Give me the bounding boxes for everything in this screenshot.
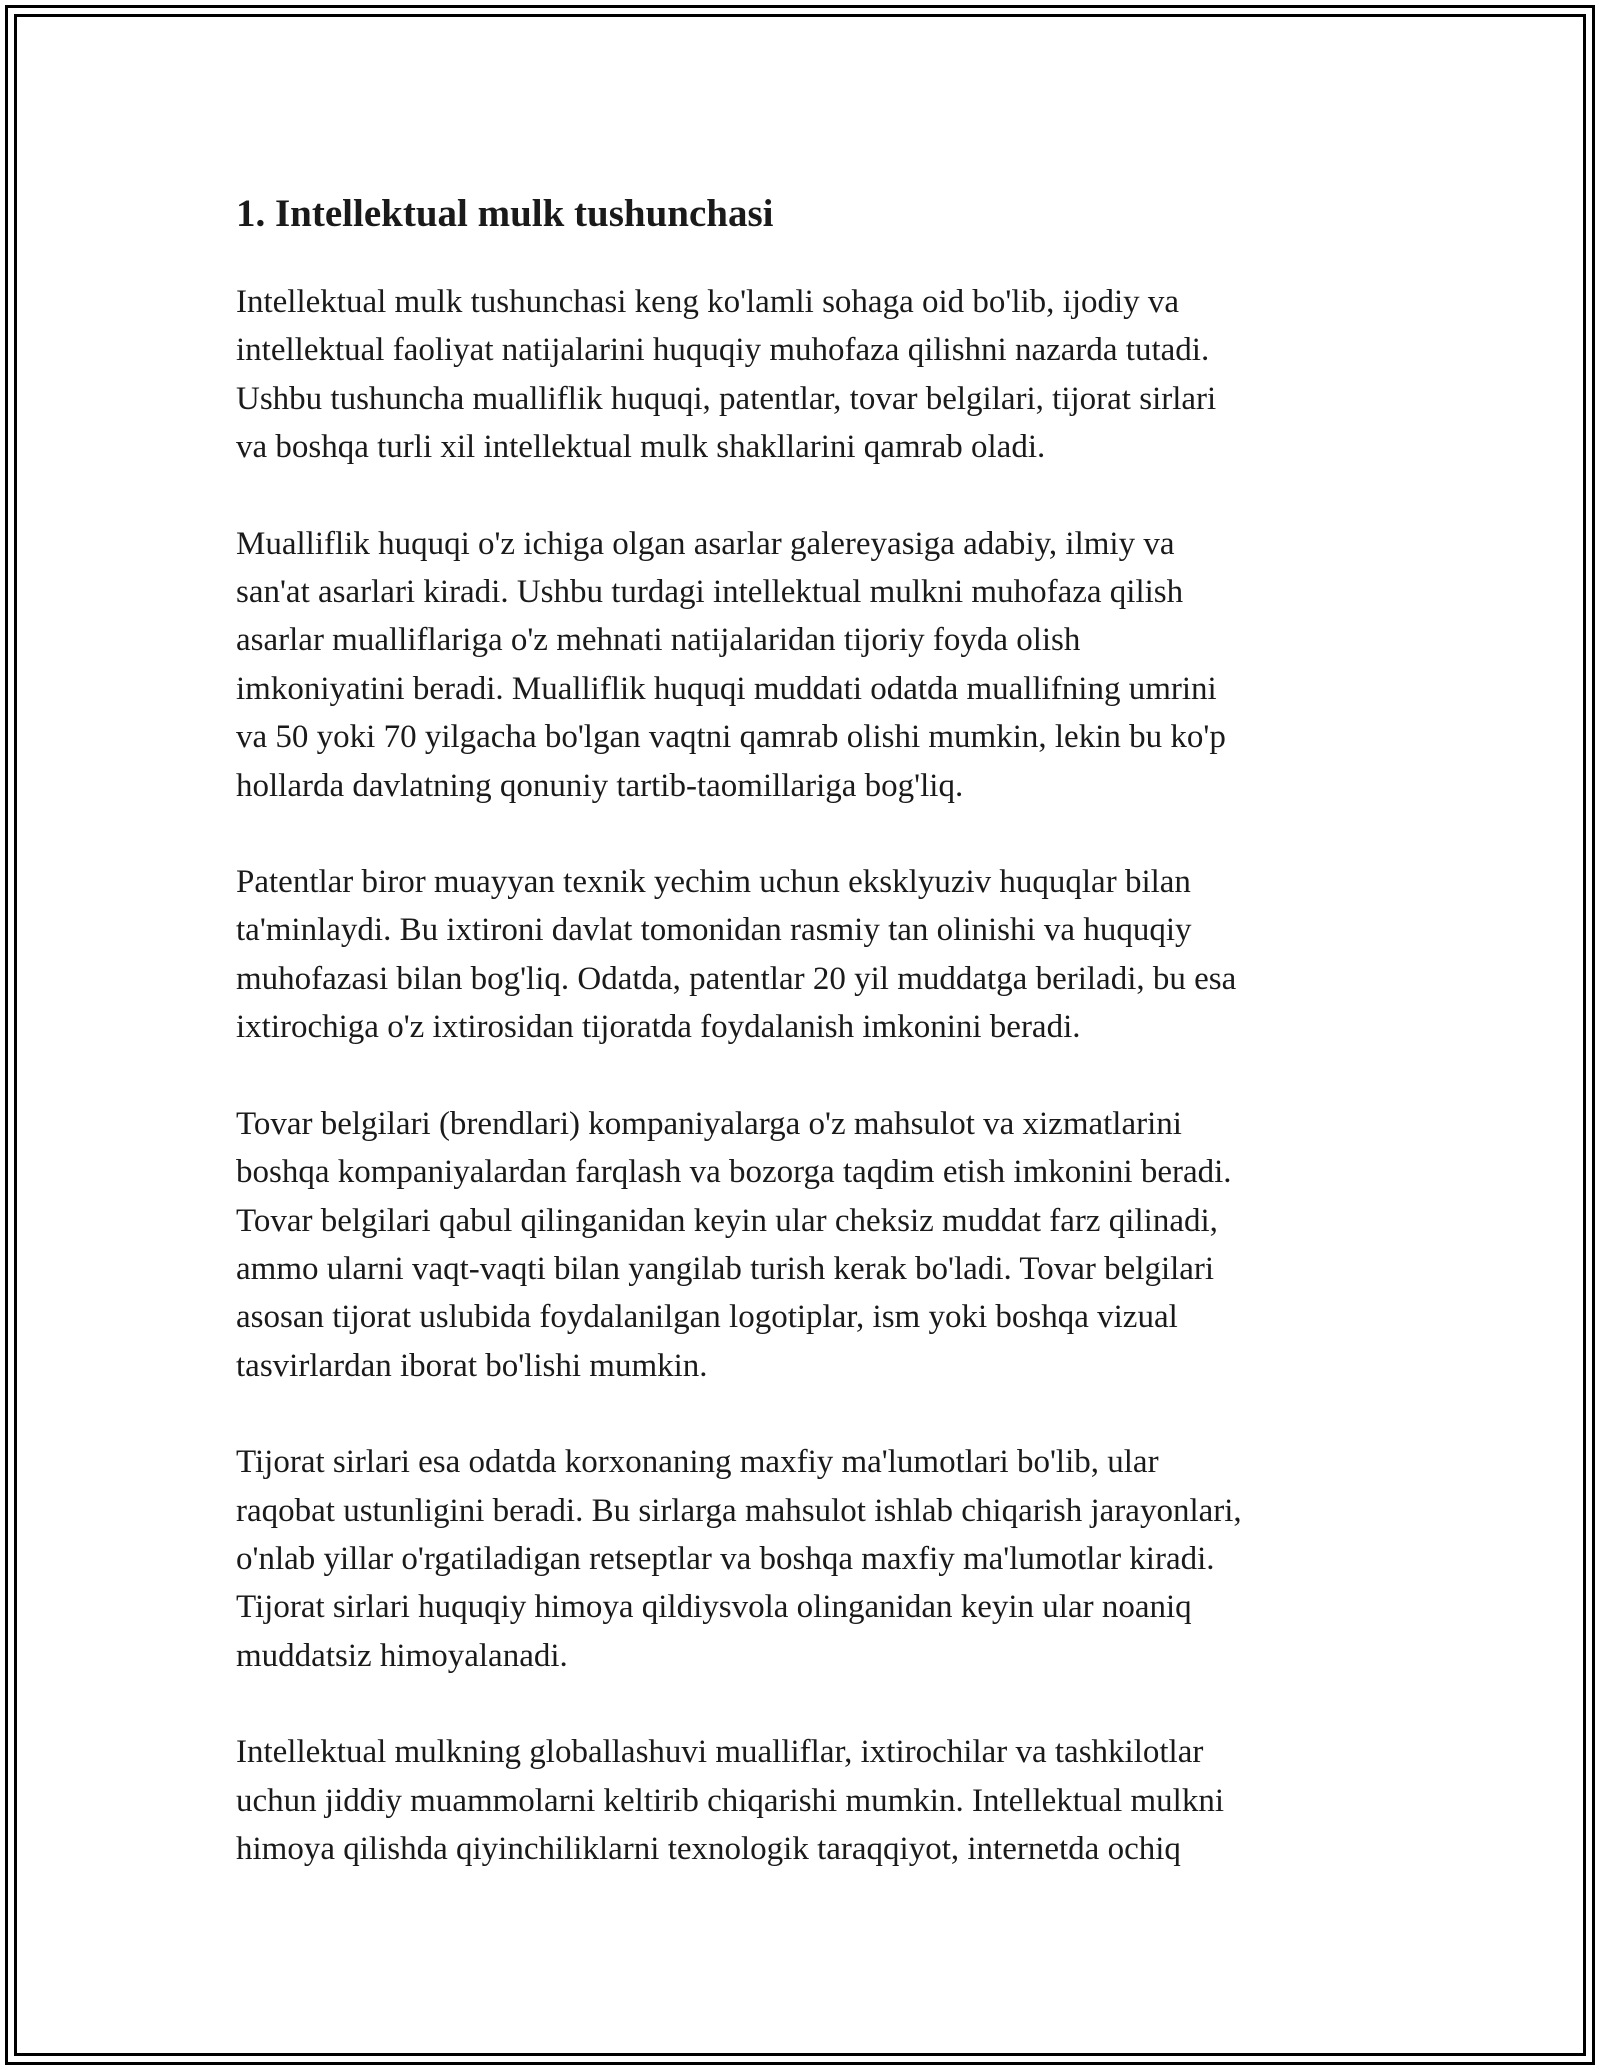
text-line: o'nlab yillar o'rgatiladigan retseptlar va boshqa maxfiy ma'lumotlar kiradi. xyxy=(236,1540,1215,1577)
text-line: Intellektual mulk tushunchasi keng ko'lamli sohaga oid bo'lib, ijodiy va xyxy=(236,284,1180,320)
text-line: ta'minlaydi. Bu ixtironi davlat tomonidan rasmiy tan olinishi va huquqiy xyxy=(236,912,1192,949)
text-line: Mualliflik huquqi o'z ichiga olgan asarlar galereyasiga adabiy, ilmiy va xyxy=(236,525,1175,562)
text-line: va 50 yoki 70 yilgacha bo'lgan vaqtni qamrab olishi mumkin, lekin bu ko'p xyxy=(236,719,1226,756)
text-line: muddatsiz himoyalanadi. xyxy=(236,1637,568,1674)
text-line: asosan tijorat uslubida foydalanilgan logotiplar, ism yoki boshqa vizual xyxy=(236,1299,1178,1336)
paragraph-intro xyxy=(236,278,1376,472)
text-line: hollarda davlatning qonuniy tartib-taomillariga bog'liq. xyxy=(236,767,964,804)
text-line: ixtirochiga o'z ixtirosidan tijoratda foydalanish imkonini beradi. xyxy=(236,1009,1081,1046)
paragraph-trade-secrets xyxy=(236,1438,1376,1680)
paragraph-trademarks xyxy=(236,1100,1376,1390)
text-line: boshqa kompaniyalardan farqlash va bozorga taqdim etish imkonini beradi. xyxy=(236,1154,1232,1191)
text-line: Ushbu tushuncha mualliflik huquqi, patentlar, tovar belgilari, tijorat sirlari xyxy=(236,380,1217,417)
text-line: ammo ularni vaqt-vaqti bilan yangilab turish kerak bo'ladi. Tovar belgilari xyxy=(236,1250,1215,1287)
text-line: Patentlar biror muayyan texnik yechim uchun eksklyuziv huquqlar bilan xyxy=(236,864,1191,901)
text-line: himoya qilishda qiyinchiliklarni texnologik taraqqiyot, internetda ochiq xyxy=(236,1830,1181,1867)
text-line: raqobat ustunligini beradi. Bu sirlarga mahsulot ishlab chiqarish jarayonlari, xyxy=(236,1492,1242,1529)
paragraph-patents xyxy=(236,858,1376,1052)
text-line: va boshqa turli xil intellektual mulk shakllarini qamrab oladi. xyxy=(236,429,1046,466)
text-line: imkoniyatini beradi. Mualliflik huquqi muddati odatda muallifning umrini xyxy=(236,670,1217,707)
paragraph-globalization xyxy=(236,1728,1376,1873)
text-line: asarlar mualliflariga o'z mehnati natijalaridan tijoriy foyda olish xyxy=(236,622,1081,659)
text-line: intellektual faoliyat natijalarini huquqiy muhofaza qilishni nazarda tutadi. xyxy=(236,332,1210,369)
page-title: 1. Intellektual mulk tushunchasi xyxy=(236,192,774,235)
text-line: Tovar belgilari qabul qilinganidan keyin ular cheksiz muddat farz qilinadi, xyxy=(236,1202,1218,1239)
text-line: Tovar belgilari (brendlari) kompaniyalarga o'z mahsulot va xizmatlarini xyxy=(236,1105,1182,1142)
text-line: Intellektual mulkning globallashuvi mualliflar, ixtirochilar va tashkilotlar xyxy=(236,1734,1204,1771)
text-line: uchun jiddiy muammolarni keltirib chiqarishi mumkin. Intellektual mulkni xyxy=(236,1782,1225,1819)
text-line: Tijorat sirlari esa odatda korxonaning maxfiy ma'lumotlari bo'lib, ular xyxy=(236,1444,1159,1481)
text-line: muhofazasi bilan bog'liq. Odatda, patentlar 20 yil muddatga beriladi, bu esa xyxy=(236,960,1237,997)
text-line: Tijorat sirlari huquqiy himoya qildiysvola olinganidan keyin ular noaniq xyxy=(236,1589,1192,1626)
text-line: san'at asarlari kiradi. Ushbu turdagi intellektual mulkni muhofaza qilish xyxy=(236,574,1184,611)
document-body xyxy=(236,186,1376,1921)
paragraph-copyright xyxy=(236,520,1376,810)
text-line: tasvirlardan iborat bo'lishi mumkin. xyxy=(236,1347,708,1384)
